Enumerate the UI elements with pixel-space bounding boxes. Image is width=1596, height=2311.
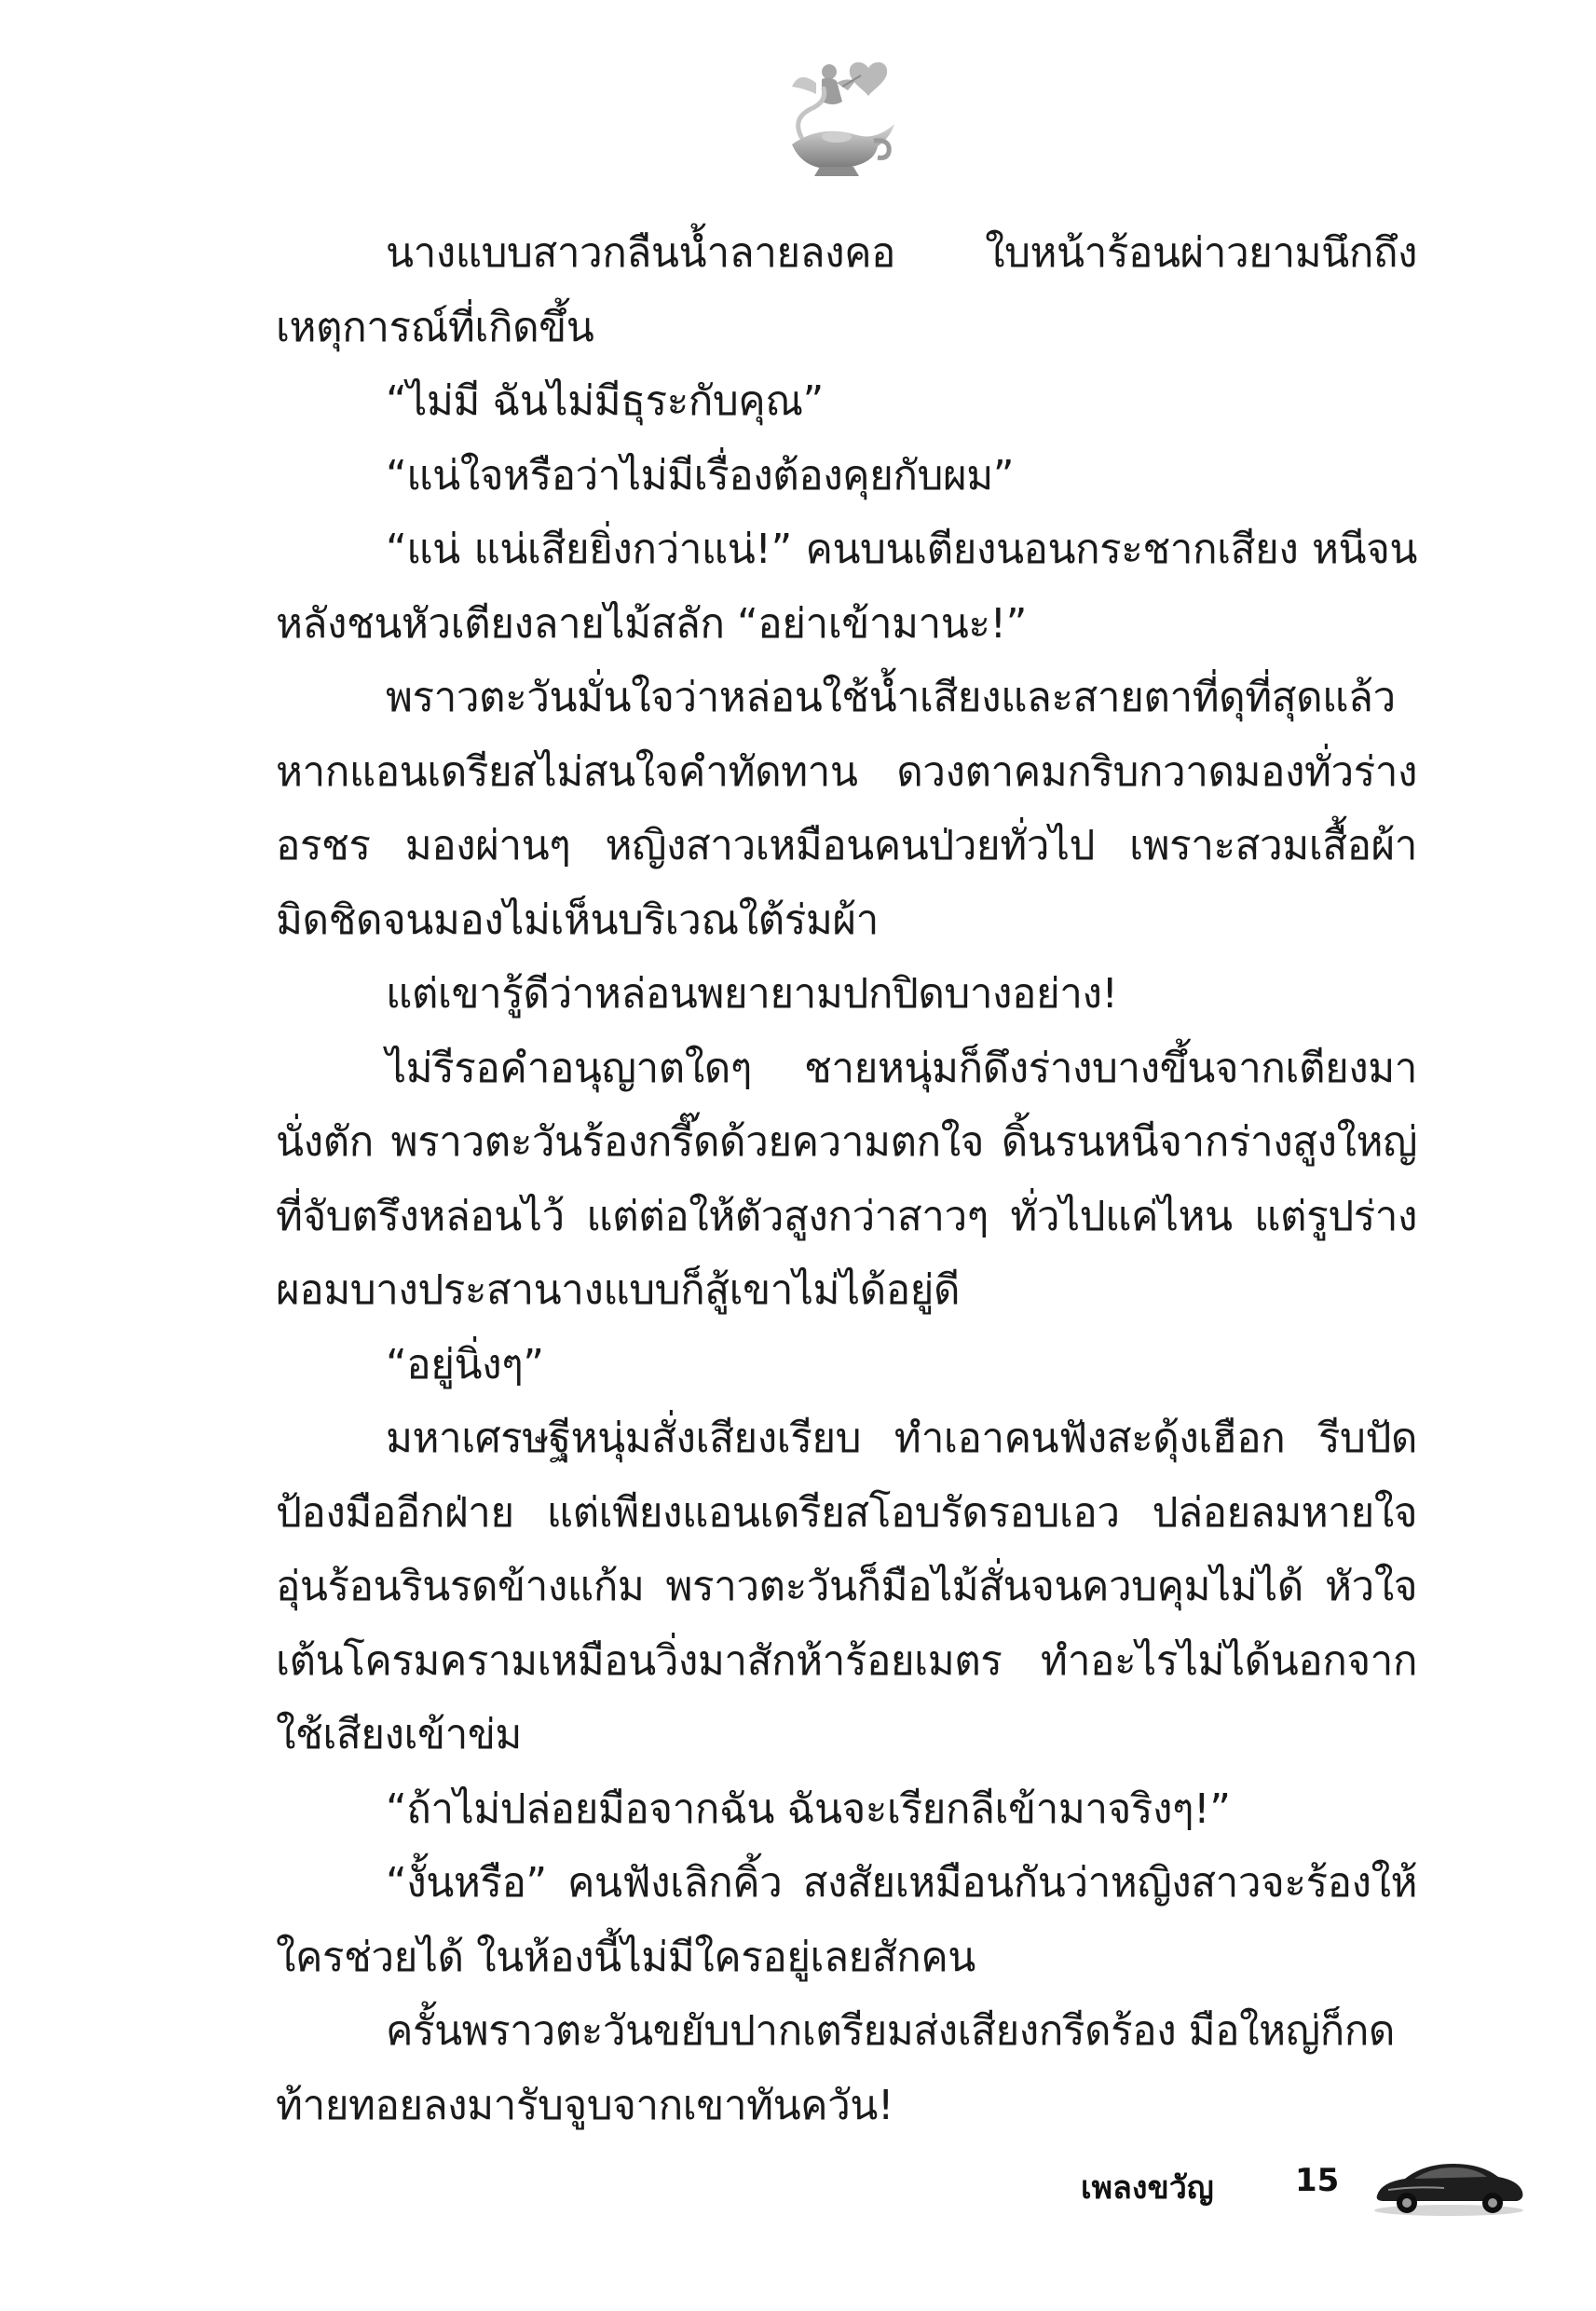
- book-title: เพลงขวัญ: [1081, 2169, 1214, 2207]
- genie-lamp-cupid-icon: [764, 51, 913, 186]
- paragraph: ไม่รีรอคำอนุญาตใดๆ ชายหนุ่มก็ดึงร่างบางขึ้นจากเตียงมานั่งตัก พราวตะวันร้องกรี๊ดด้วยความตกใจ ดิ้นรนหนีจากร่างสูงใหญ่ที่จับตรึงหล่อนไว้ แต่ต่อให้ตัวสูงกว่าสาวๆ ทั่วไปแค่ไหน แต่รูปร่างผอมบางประสานางแบบก็สู้เขาไม่ได้อยู่ดี: [276, 1044, 1417, 1314]
- paragraph: “ถ้าไม่ปล่อยมือจากฉัน ฉันจะเรียกลีเข้ามาจริงๆ!”: [386, 1785, 1231, 1833]
- paragraph: นางแบบสาวกลืนน้ำลายลงคอ ใบหน้าร้อนผ่าวยามนึกถึงเหตุการณ์ที่เกิดขึ้น: [276, 229, 1417, 351]
- paragraph: แต่เขารู้ดีว่าหล่อนพยายามปกปิดบางอย่าง!: [386, 970, 1118, 1018]
- paragraph: “อยู่นิ่งๆ”: [386, 1340, 544, 1388]
- page-number: 15: [1295, 2162, 1340, 2199]
- paragraph: พราวตะวันมั่นใจว่าหล่อนใช้น้ำเสียงและสายตาที่ดุที่สุดแล้ว หากแอนเดรียสไม่สนใจคำทัดทาน ดวงตาคมกริบกวาดมองทั่วร่างอรชร มองผ่านๆ หญิงสาวเหมือนคนป่วยทั่วไป เพราะสวมเสื้อผ้ามิดชิดจนมองไม่เห็นบริเวณใต้ร่มผ้า: [276, 674, 1417, 944]
- story-text: [276, 216, 1417, 2142]
- paragraph: มหาเศรษฐีหนุ่มสั่งเสียงเรียบ ทำเอาคนฟังสะดุ้งเฮือก รีบปัดป้องมืออีกฝ่าย แต่เพียงแอนเดรียสโอบรัดรอบเอว ปล่อยลมหายใจอุ่นร้อนรินรดข้างแก้ม พราวตะวันก็มือไม้สั่นจนควบคุมไม่ได้ หัวใจเต้นโครมครามเหมือนวิ่งมาสักห้าร้อยเมตร ทำอะไรไม่ได้นอกจากใช้เสียงเข้าข่ม: [276, 1415, 1417, 1758]
- paragraph: “งั้นหรือ” คนฟังเลิกคิ้ว สงสัยเหมือนกันว่าหญิงสาวจะร้องให้ใครช่วยได้ ในห้องนี้ไม่มีใครอยู่เลยสักคน: [276, 1859, 1417, 1981]
- page-footer: [0, 2134, 1596, 2227]
- paragraph: “ไม่มี ฉันไม่มีธุระกับคุณ”: [386, 377, 824, 425]
- paragraph: “แน่ใจหรือว่าไม่มีเรื่องต้องคุยกับผม”: [386, 451, 1015, 499]
- paragraph: “แน่ แน่เสียยิ่งกว่าแน่!” คนบนเตียงนอนกระชากเสียง หนีจนหลังชนหัวเตียงลายไม้สลัก “อย่าเข้ามานะ!”: [276, 526, 1417, 648]
- sports-car-icon: [1370, 2153, 1528, 2218]
- paragraph: ครั้นพราวตะวันขยับปากเตรียมส่งเสียงกรีดร้อง มือใหญ่ก็กดท้ายทอยลงมารับจูบจากเขาทันควัน!: [276, 2007, 1395, 2129]
